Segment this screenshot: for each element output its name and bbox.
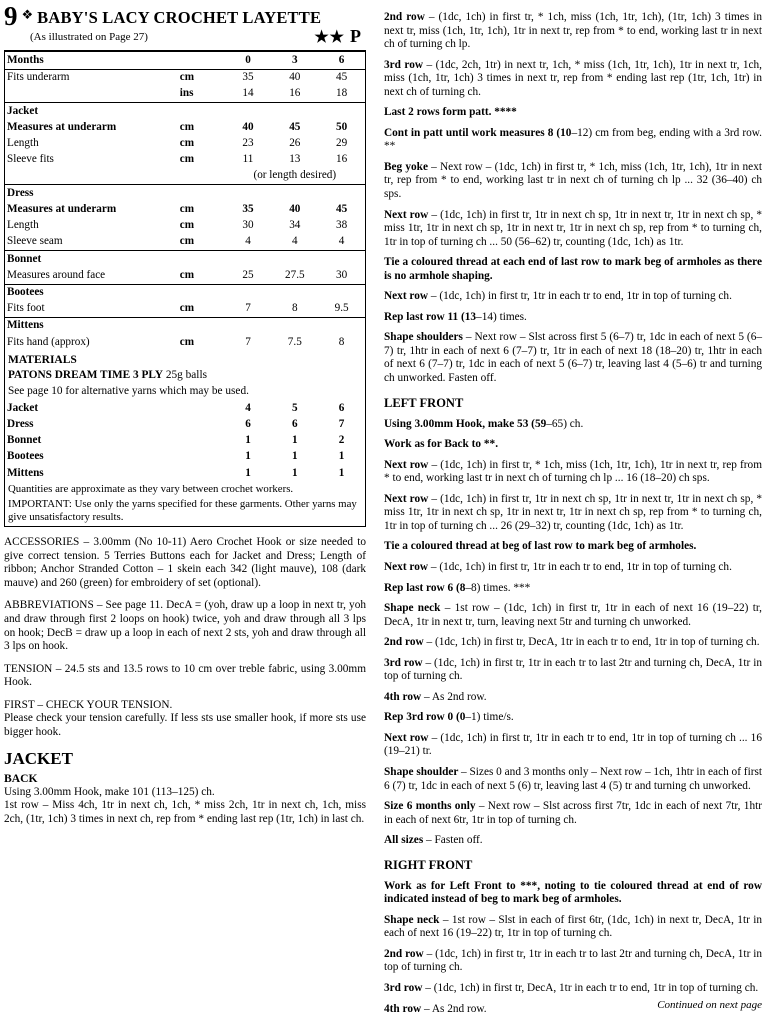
instruction-paragraph: 4th row – As 2nd row. [384,1002,487,1015]
table-row [5,267,365,284]
row-unit [178,433,225,449]
row-label: Measures at underarm [7,120,117,133]
row-value [318,185,365,202]
table-row [5,433,365,449]
row-unit: cm [179,335,195,348]
row-value: 1 [245,434,251,447]
row-value: 27.5 [285,268,305,281]
table-row [5,317,365,334]
instruction-paragraph: All sizes – Fasten off. [384,834,483,847]
row-value [225,251,272,268]
row-unit [178,317,225,334]
materials-heading: MATERIALS [8,354,77,367]
row-value: 3 [271,52,318,69]
instruction-paragraph: Next row – (1dc, 1ch) in first tr, 1tr in next ch sp, 1tr in next tr, 1tr in next ch sp, * miss 1tr, 1tr in next ch sp, 1tr in next tr, 1tr in next ch sp, rep from * to turning ch, 1tr in top of turning ch ... 26 (29–32) tr, counting (1dc, 1ch) as 1tr. [384,492,762,532]
instruction-paragraph: Work as for Back to **. [384,438,499,451]
instruction-paragraph: Beg yoke – Next row – (1dc, 1ch) in first tr, * 1ch, miss (1ch, 1tr, 1ch), 1tr in next tr, rep from * to end, working last tr in next ch of turning ch lp ... 32 (36–40) ch sps. [384,160,762,201]
instruction-paragraph: 2nd row – (1dc, 1ch) in first tr, * 1ch, miss (1ch, 1tr, 1ch), (1tr, 1ch) 3 times in next tr, miss (1ch, 1tr, 1ch), 1tr in next tr, rep from * to end, working last tr in next ch of turning ch lp. [384,11,762,51]
row-value: 30 [242,219,254,232]
instruction-paragraph: Tie a coloured thread at beg of last row to mark beg of armholes. [384,540,697,553]
row-value: 40 [289,202,301,215]
row-unit: cm [179,302,195,315]
back-first-row: 1st row – Miss 4ch, 1tr in next ch, 1ch, * miss 2ch, 1tr in next ch, 1ch, miss 2ch, (1tr, 1ch) 3 times in next ch, rep from * ending last rep (1tr, 1ch) in last ch. [4,799,366,825]
row-label: Sleeve fits [7,153,54,166]
measurements-table [5,51,365,350]
row-value: 35 [225,69,272,86]
row-value: 35 [242,202,254,215]
instruction-paragraph: 3rd row – (1dc, 2ch, 1tr) in next tr, 1ch, * miss (1ch, 1tr, 1ch), 1tr in next tr, 1ch, miss (1ch, 1tr, 1ch) 3 times in next tr, rep from * ending last rep (1tr, 1ch, 1tr) in next ch of turning ch. [384,58,762,98]
row-unit [178,168,225,185]
table-row [5,103,365,120]
row-value: 2 [338,434,345,447]
table-row [5,400,365,416]
quantities-note: Quantities are approximate as they vary between crochet workers. [8,483,294,496]
row-value: 1 [338,466,345,479]
row-value: 9.5 [334,302,349,315]
row-label: Jacket [7,401,39,414]
row-label: Mittens [5,317,178,334]
row-label: Mittens [7,466,44,479]
row-value: 4 [245,235,251,248]
row-value [318,317,365,334]
diamond-icon: ❖ [21,7,34,22]
row-label [5,168,178,185]
row-value: 6 [245,417,251,430]
grade-letter: P [350,26,362,46]
instruction-paragraph: 3rd row – (1dc, 1ch) in first tr, DecA, 1tr in each tr to end, 1tr in top of turning ch. [384,981,759,994]
row-label: Bootees [7,450,44,463]
row-label: Jacket [5,103,178,120]
instruction-paragraph: Work as for Left Front to ***, noting to tie coloured thread at end of row indicated instead of beg to mark beg of armholes. [384,879,762,906]
table-row [5,152,365,168]
row-value: 40 [271,69,318,86]
row-unit [178,103,225,120]
abbreviations-paragraph: ABBREVIATIONS – See page 11. DecA = (yoh, draw up a loop in next tr, yoh and draw through first 2 loops on hook) twice, yoh and draw through all 3 lps on hook; DecB = draw up a loop in each of next 2 sts, yoh and draw through all 3 lps on hook. [4,599,366,653]
instruction-paragraph: Shape neck – 1st row – Slst in each of first 6tr, (1dc, 1ch) in next tr, DecA, 1tr in each of next 16 (19–22) tr, 1tr in top of turning ch. [384,913,762,940]
materials-yarn-line [8,369,365,383]
row-unit [178,251,225,268]
row-label: Length [7,136,39,149]
row-value: 0 [225,52,272,69]
jacket-heading: JACKET [4,749,73,769]
materials-yarn-note: 25g balls [165,369,207,382]
row-value: 4 [338,235,345,248]
row-unit: cm [179,120,195,133]
table-row [5,218,365,234]
row-value [318,251,365,268]
row-value: 50 [336,120,348,133]
row-unit: cm [179,219,195,232]
instruction-paragraph: Size 6 months only – Next row – Slst across first 7tr, 1dc in each of next 7tr, 1htr in each of next 6tr, 1tr in top of turning ch. [384,800,762,826]
right-column [384,0,766,1016]
row-unit [178,417,225,433]
instruction-paragraph: Tie a coloured thread at each end of last row to mark beg of armholes as there is no armhole shaping. [384,256,762,282]
instruction-paragraph: 2nd row – (1dc, 1ch) in first tr, 1tr in each tr to last 2tr and turning ch, DecA, 1tr in top of turning ch. [384,947,762,974]
row-value: 4 [245,401,251,414]
stars-icon: ★★ [314,29,345,46]
row-value: 25 [242,268,254,281]
measurements-table-box [4,50,366,527]
right-front-heading: RIGHT FRONT [384,857,473,872]
page-subtitle: (As illustrated on Page 27) [30,31,148,44]
left-column [0,0,372,826]
row-note: (or length desired) [253,169,337,182]
row-value: 14 [242,87,254,100]
instruction-paragraph: Next row – (1dc, 1ch) in first tr, * 1ch, miss (1ch, 1tr, 1ch), 1tr in next tr, rep from * to end, working last tr in next ch of turning ch lp ... 16 (18–20) ch sps. [384,458,762,485]
instruction-paragraph: Using 3.00mm Hook, make 53 (59–65) ch. [384,417,584,430]
row-label: Fits hand (approx) [7,335,90,348]
row-label: Measures around face [7,268,106,281]
row-value [318,103,365,120]
row-label: Bonnet [7,434,42,447]
row-unit: cm [179,202,195,215]
row-value: 11 [242,153,254,166]
important-note: IMPORTANT: Use only the yarns specified for these garments. Other yarns may give unsatisfactory results. [8,498,357,524]
table-row [5,284,365,301]
instruction-paragraph: Next row – (1dc, 1ch) in first tr, 1tr in each tr to end, 1tr in top of turning ch. [384,560,732,573]
row-value: 6 [338,401,345,414]
row-value [225,317,272,334]
row-value: 45 [336,202,348,215]
row-value [271,251,318,268]
row-unit: cm [179,235,195,248]
instruction-paragraph: Rep last row 11 (13–14) times. [384,310,527,323]
instruction-paragraph: 3rd row – (1dc, 1ch) in first tr, 1tr in each tr to last 2tr and turning ch, DecA, 1tr in top of turning ch. [384,656,762,683]
table-row [5,86,365,103]
row-value: 7 [245,335,251,348]
row-label: Dress [7,417,34,430]
materials-yarn: PATONS DREAM TIME 3 PLY [8,369,164,382]
table-row [5,251,365,268]
instruction-paragraph: Next row – (1dc, 1ch) in first tr, 1tr in next ch sp, 1tr in next tr, 1tr in next ch sp, * miss 1tr, 1tr in next ch sp, 1tr in next tr, 1tr in next ch sp, rep from * to turning ch, 1tr in top of turning ch ... 50 (56–62) tr, counting (1dc, 1ch) as 1tr. [384,208,762,248]
row-value [318,284,365,301]
table-row [5,185,365,202]
instruction-paragraph: Shape shoulders – Next row – Slst across first 5 (6–7) tr, 1dc in each of next 5 (6–7) tr, 1htr in each of next 6 (7–7) tr, 1tr in each of next 18 (18–20) tr, 1htr in each of next 6 (7–7) tr, 1dc in each of next 5 (6–7) tr, leaving last 4 (5–6) tr and turning ch unworked. Fasten off. [384,331,762,385]
row-value: 1 [291,434,298,447]
row-value: 26 [289,136,301,149]
table-row [5,52,365,69]
table-row [5,465,365,481]
row-label: Months [5,52,178,69]
row-value: 8 [291,302,298,315]
row-label: Fits underarm [5,69,178,86]
materials-alt-note: See page 10 for alternative yarns which may be used. [8,384,249,397]
row-value: 5 [291,401,298,414]
row-value: 7 [245,302,251,315]
row-label: Bonnet [5,251,178,268]
tension-paragraph: TENSION – 24.5 sts and 13.5 rows to 10 cm over treble fabric, using 3.00mm Hook. [4,662,366,689]
instruction-paragraph: Next row – (1dc, 1ch) in first tr, 1tr in each tr to end, 1tr in top of turning ch ... 16 (19–21) tr. [384,731,762,758]
table-row [5,119,365,135]
left-front-heading: LEFT FRONT [384,395,464,410]
row-value: 23 [242,136,254,149]
row-value: 1 [245,450,251,463]
table-row [5,301,365,318]
row-unit [178,449,225,465]
row-value: 1 [291,450,298,463]
table-row [5,201,365,217]
row-value: 30 [336,268,348,281]
table-row [5,234,365,251]
row-label: Sleeve seam [7,235,63,248]
table-row [5,69,365,86]
row-unit [178,52,225,69]
row-label: Measures at underarm [7,202,117,215]
row-value: 1 [338,450,345,463]
instruction-paragraph: Cont in patt until work measures 8 (10–12) cm from beg, ending with a 3rd row. ** [384,126,762,153]
row-value [225,284,272,301]
row-value: 8 [338,335,345,348]
row-unit [178,465,225,481]
row-value: 4 [291,235,298,248]
row-label: Fits foot [7,302,45,315]
row-value: 6 [291,417,298,430]
row-value: 6 [318,52,365,69]
row-value [271,103,318,120]
page-title: BABY'S LACY CROCHET LAYETTE [37,8,322,27]
row-label: Length [7,219,39,232]
back-heading: BACK [4,771,38,785]
row-value [271,284,318,301]
row-unit: cm [179,136,195,149]
row-value: 16 [336,153,348,166]
check-tension-heading: FIRST – CHECK YOUR TENSION. [4,698,173,711]
instruction-paragraph: Shape shoulder – Sizes 0 and 3 months only – Next row – 1ch, 1htr in each of first 6 (7) tr, 1dc in each of next 5 (6) tr, leaving last 4 (5) tr and turning ch unworked. [384,765,762,792]
row-value: 34 [289,219,301,232]
row-unit [178,185,225,202]
page-header [4,1,366,31]
instruction-paragraph: Rep last row 6 (8–8) times. *** [384,581,531,594]
back-foundation-line: Using 3.00mm Hook, make 101 (113–125) ch. [4,785,215,798]
row-value: 29 [336,136,348,149]
row-value: 40 [242,120,254,133]
table-row [5,417,365,433]
row-unit [178,400,225,416]
row-value: 18 [336,87,348,100]
table-row [5,449,365,465]
row-value [225,185,272,202]
row-value: 7 [338,417,345,430]
row-unit: cm [178,69,225,86]
row-unit: cm [179,268,195,281]
row-label: Bootees [5,284,178,301]
table-row [5,136,365,152]
row-value: 16 [289,87,301,100]
accessories-paragraph: ACCESSORIES – 3.00mm (No 10-11) Aero Crochet Hook or size needed to give correct tension. 5 Terries Buttons each for Jacket and Dress; Length of ribbon; Anchor Stranded Cotton – 1 skein each 342 (light mauve), 108 (dark mauve) and 260 (green) for embroidery of set (optional). [4,536,366,589]
ball-quantities-table [5,400,365,481]
instruction-paragraph: Next row – (1dc, 1ch) in first tr, 1tr in each tr to end, 1tr in top of turning ch. [384,290,732,303]
table-row [5,168,365,185]
row-label [5,86,178,103]
instruction-paragraph: Rep 3rd row 0 (0–1) time/s. [384,711,514,724]
row-value: 13 [289,153,301,166]
row-unit [178,284,225,301]
row-value [225,103,272,120]
table-row [5,334,365,350]
row-label: Dress [5,185,178,202]
row-value: 45 [318,69,365,86]
row-value: 38 [336,219,348,232]
instruction-paragraph: 2nd row – (1dc, 1ch) in first tr, DecA, 1tr in each tr to end, 1tr in top of turning ch. [384,636,760,649]
continued-footer: Continued on next page [657,998,762,1011]
row-value: 7.5 [287,335,302,348]
row-value [271,317,318,334]
row-value: 1 [291,466,298,479]
difficulty-rating [314,26,362,48]
row-unit: ins [179,87,194,100]
page-number: 9 [4,1,18,31]
instruction-paragraph: Last 2 rows form patt. **** [384,106,517,119]
row-unit: cm [179,153,195,166]
check-tension-body: Please check your tension carefully. If less sts use smaller hook, if more sts use bigger hook. [4,712,366,738]
instruction-paragraph: 4th row – As 2nd row. [384,690,487,703]
row-value [271,185,318,202]
row-value: 45 [289,120,301,133]
row-value: 1 [245,466,251,479]
instruction-paragraph: Shape neck – 1st row – (1dc, 1ch) in first tr, 1tr in each of next 16 (19–22) tr, DecA, 1tr in next tr, turn, leaving next 5tr and turning ch unworked. [384,602,762,628]
